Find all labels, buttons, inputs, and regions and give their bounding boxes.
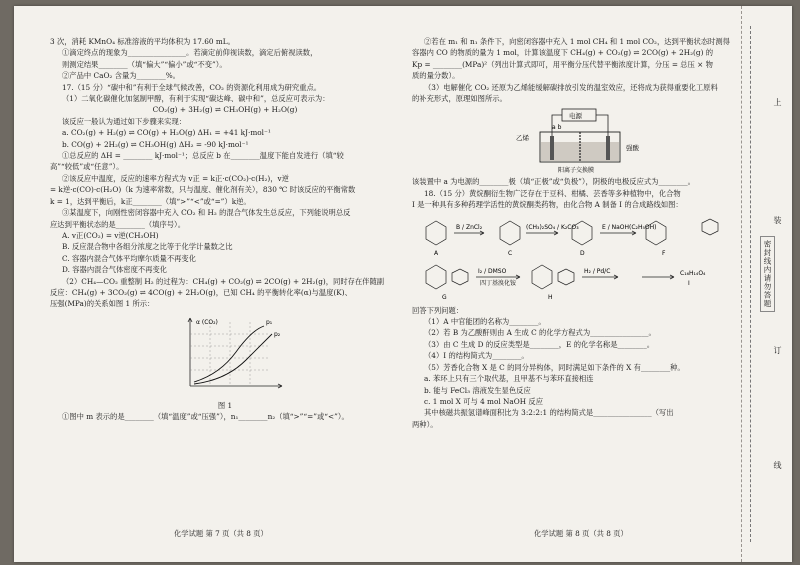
compound-label: A	[434, 249, 439, 257]
line: （2）CH₄—CO₂ 重整制 H₂ 的过程为：CH₄(g) + CO₂(g) ⇌ 2CO(g) + 2H₂(g)，同时存在伴随副	[62, 276, 385, 286]
curve-label: p₂	[274, 330, 281, 338]
line: 该装置中 a 为电源的________极（填“正极”或“负极”），阴极的电极反应式为________。	[412, 177, 695, 187]
left-label: 乙烯	[516, 134, 529, 143]
compound-label: D	[580, 249, 585, 257]
compound-label: G	[442, 293, 447, 301]
line: 则测定结果________（填“偏大”“偏小”或“不变”）。	[62, 59, 227, 69]
compound-label: C	[508, 249, 513, 257]
line: 3 次，消耗 KMnO₄ 标准溶液的平均体积为 17.60 mL。	[50, 37, 235, 46]
line: ②若在 m₁ 和 n₁ 条件下，向密闭容器中充入 1 mol CH₄ 和 1 mol CO₂，达到平衡状态时测得	[424, 37, 730, 46]
seal-line	[750, 26, 751, 542]
line: 该反应一般认为通过如下步骤来实现：	[62, 116, 187, 126]
electrolysis-cell	[412, 106, 738, 174]
reagent: B / ZnCl₂	[456, 223, 483, 231]
reagent: (CH₃)₂SO₄ / K₂CO₃	[526, 223, 579, 231]
option-b: b. 能与 FeCl₃ 溶液发生显色反应	[424, 385, 531, 395]
figure-1-graph	[50, 312, 400, 398]
figure-1	[50, 312, 400, 398]
binding-word: 上	[773, 98, 782, 106]
exam-sheet	[14, 6, 792, 562]
reagent: 四丁基溴化铵	[480, 279, 517, 287]
line: 其中核磁共振氢谱峰面积比为 3:2:2:1 的结构简式是________________（写出	[424, 408, 674, 418]
compound-label: H	[548, 293, 553, 301]
page-footer: 化学试题 第 8 页（共 8 页）	[534, 529, 628, 538]
option-c: c. 1 mol X 可与 4 mol NaOH 反应	[424, 396, 544, 406]
line: Kp = ________(MPa)²（列出计算式即可，用平衡分压代替平衡浓度计算，分压 = 总压 × 物	[412, 59, 713, 69]
line: （2）若 B 为乙酸酐则由 A 生成 C 的化学方程式为________________。	[424, 328, 656, 338]
electrode-labels: a b	[552, 124, 562, 132]
binding-word: 线	[773, 461, 782, 469]
right-page	[412, 36, 738, 430]
question-18-title: 18.（15 分）黄烷酮衍生物广泛存在于豆科、柑橘、芸香等多种植物中，化合物	[424, 188, 681, 198]
question-17-title: 17.（15 分）“碳中和”有利于全球气候改善，CO₂ 的资源化利用成为研究重点。	[62, 82, 322, 92]
line: ②产品中 CaO₂ 含量为________%。	[62, 71, 180, 81]
binding-note: 密封线内请勿答题	[760, 236, 775, 312]
reagent: I₂ / DMSO	[478, 267, 507, 275]
membrane-label: 阳离子交换膜	[558, 167, 595, 175]
line: 应达到平衡状态的是________（填序号）。	[50, 219, 185, 229]
line: 容器内 CO 的物质的量为 1 mol，计算该温度下 CH₄(g) + CO₂(g) ⇌ 2CO(g) + 2H₂(g) 的	[412, 48, 714, 58]
line: 的补充形式，原理如图所示。	[412, 94, 507, 104]
synthesis-route-diagram	[412, 213, 738, 303]
line: k = 1，达到平衡后，k正________（填“>”“<”或“=”）k逆。	[50, 196, 251, 206]
line: I 是一种具有多种药理学活性的黄烷酮类药物，由化合物 A 制备 I 的合成路线如图：	[412, 200, 683, 210]
left-page	[50, 36, 400, 423]
power-label: 电源	[569, 112, 582, 121]
equation: CO₂(g) + 3H₂(g) ⇌ CH₃OH(g) + H₂O(g)	[152, 105, 298, 115]
product-formula: C₁₆H₁₄O₄	[680, 269, 706, 277]
line: （3）电解催化 CO₂ 还原为乙烯能缓解碳排放引发的温室效应，还将成为获得重要化工原料	[424, 82, 718, 92]
option-a: a. 苯环上只有三个取代基，且甲基不与苯环直接相连	[424, 374, 594, 384]
reagent: H₂ / Pd/C	[584, 267, 611, 275]
line: ③某温度下，向刚性密闭容器中充入 CO₂ 和 H₂ 的混合气体发生总反应，下列能说明总反	[62, 208, 351, 218]
line: （4）I 的结构简式为________。	[424, 351, 529, 361]
line: ②该反应中温度，反应的速率方程式为 v正 = k正·c(CO₂)·c(H₂)，v逆	[62, 173, 289, 183]
right-label: 强酸	[626, 144, 639, 153]
electrolysis-cell-figure	[412, 106, 738, 174]
figure-y-label: α (CO₂)	[196, 318, 218, 326]
equation: a. CO₂(g) + H₂(g) ⇌ CO(g) + H₂O(g) ΔH₁ = +41 kJ·mol⁻¹	[62, 128, 271, 138]
line: 两种）。	[412, 419, 438, 429]
line: ①总反应的 ΔH = ________ kJ·mol⁻¹；总反应 b 在________温度下能自发进行（填“较	[62, 151, 344, 161]
binding-margin	[741, 6, 792, 562]
synthesis-route	[412, 213, 738, 303]
option-b: B. 反应混合物中各组分浓度之比等于化学计量数之比	[62, 242, 233, 252]
page-footer: 化学试题 第 7 页（共 8 页）	[174, 529, 268, 538]
compound-label: I	[688, 279, 690, 287]
curve-label: p₁	[266, 318, 273, 326]
equation: b. CO(g) + 2H₂(g) ⇌ CH₃OH(g) ΔH₂ = -90 kJ·mol⁻¹	[62, 139, 249, 149]
line: 回答下列问题：	[412, 305, 464, 315]
line: = k逆·c(CO)·c(H₂O)（k 为速率常数，只与温度、催化剂有关），830 ℃ 时该反应的平衡常数	[50, 185, 356, 195]
option-a: A. v正(CO₂) = v逆(CH₃OH)	[62, 230, 159, 240]
compound-label: F	[662, 249, 666, 257]
line: 质的量分数）。	[412, 71, 460, 81]
line: （3）由 C 生成 D 的反应类型是________，E 的化学名称是________。	[424, 339, 655, 349]
binding-word: 装	[773, 216, 782, 224]
figure-caption: 图 1	[217, 400, 233, 410]
reagent: E / NaOH(C₂H₅OH)	[602, 223, 657, 231]
line: 高”“较低”或“任意”）。	[50, 162, 124, 172]
binding-word: 订	[773, 346, 782, 354]
line: （1）二氧化碳催化加氢制甲醇，有利于实现“碳达峰、碳中和”，总反应可表示为：	[62, 94, 330, 104]
option-d: D. 容器内混合气体密度不再变化	[62, 265, 168, 275]
line: 压强(MPa)的关系如图 1 所示：	[50, 299, 155, 309]
option-c: C. 容器内混合气体平均摩尔质量不再变化	[62, 253, 197, 263]
line: （1）A 中官能团的名称为________。	[424, 317, 546, 327]
line: ①图中 m 表示的是________（填“温度”或“压强”），n₁________n₂（填“>”“=”或“<”）。	[62, 412, 349, 422]
line: （5）芳香化合物 X 是 C 的同分异构体，同时满足如下条件的 X 有________种。	[424, 362, 685, 372]
line: ①滴定终点的现象为________________。若滴定前仰视读数，滴定后俯视读数，	[62, 48, 318, 58]
line: 反应：CH₄(g) + 3CO₂(g) ⇌ 4CO(g) + 2H₂O(g)，已知 CH₄ 的平衡转化率(α)与温度(K)、	[50, 287, 352, 297]
